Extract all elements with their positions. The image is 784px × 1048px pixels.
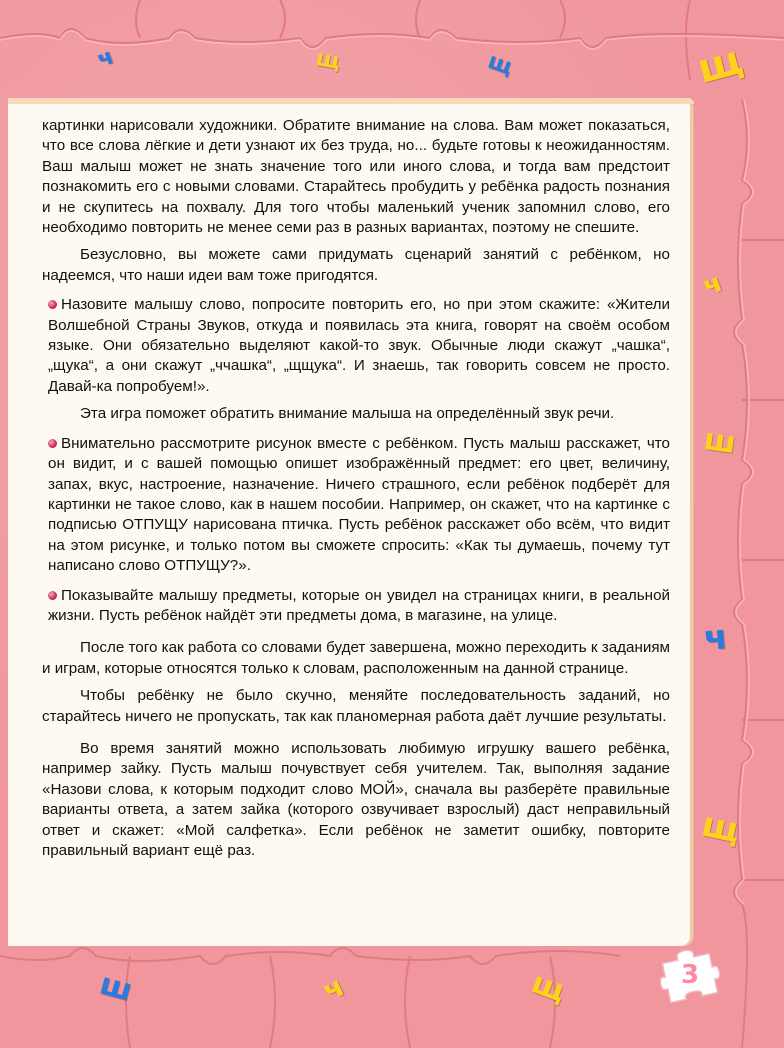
border-letter-top-3: щ xyxy=(484,48,516,81)
border-letter-top-2: щ xyxy=(314,46,343,75)
bullet-icon xyxy=(48,591,57,600)
bullet-item-name-word xyxy=(42,295,670,397)
paragraph-game-note: Эта игра поможет обратить внимание малыша на определённый звук речи. xyxy=(80,405,615,423)
bullet-text-look-picture: Внимательно рассмотрите рисунок вместе с ребёнком. Пусть малыш расскажет, что он видит, и с вашей помощью опишет изображённый предмет: его цвет, величину, запах, вкус, настроение, назначение. Ничего страшного, если ребёнок подберёт для картинки не такое слово, как в нашем пособии. Например, он скажет, что на картинке с подписью ОТПУЩУ нарисована птичка. Пусть ребёнок расскажет обо всём, что видит на этом рисунке, и только потом вы сможете спросить: «Как ты думаешь, почему тут написано слово ОТПУЩУ?». xyxy=(48,434,670,575)
border-letter-bottom-2: ч xyxy=(317,969,350,1008)
bullet-icon xyxy=(48,439,57,448)
page-number-badge xyxy=(660,948,720,1004)
border-letter-right-2: ш xyxy=(701,421,739,462)
border-letter-right-3: ч xyxy=(702,617,730,659)
paragraph-toy: Во время занятий можно использовать любимую игрушку вашего ребёнка, например зайку. Пусть малыш почувствует себя учителем. Так, выполняя задание «Назови слова, к которым подходит слово МОЙ», сначала вы разберёте правильные варианты ответа, а затем зайка (которого озвучивает взрослый) даст неправильный ответ и скажет: «Мой салфетка». Если ребёнок не заметит ошибку, повторите правильный вариант ещё раз. xyxy=(42,739,670,859)
bullet-item-show-objects xyxy=(42,586,670,627)
bullet-icon xyxy=(48,300,57,309)
bullet-text-name-word: Назовите малышу слово, попросите повторить его, но при этом скажите: «Жители Волшебной Страны Звуков, откуда и появилась эта книга, говорят на своём особом языке. Они обязательно выделяют какой-то звук. Обычные люди скажут „чашка“, „щука“, а они скажут „ччашка“, „щщука“. И знаешь, так говорить совсем не просто. Давай-ка попробуем!». xyxy=(48,296,670,395)
bullet-item-look-picture xyxy=(42,434,670,577)
border-letter-top-4: щ xyxy=(692,37,748,93)
border-letter-right-4: щ xyxy=(698,804,744,852)
border-letter-right-1: ч xyxy=(699,267,727,303)
paragraph-not-boring: Чтобы ребёнку не было скучно, меняйте последовательность заданий, но старайтесь ничего не пропускать, так как планомерная работа даёт лучшие результаты. xyxy=(42,687,670,725)
page-text xyxy=(42,116,670,861)
border-letter-top-1: ч xyxy=(94,44,117,73)
border-letter-bottom-3: щ xyxy=(527,965,571,1010)
border-letter-bottom-1: ш xyxy=(96,966,136,1009)
paragraph-after-words: После того как работа со словами будет завершена, можно переходить к заданиям и играм, которые относятся только к словам, расположенным на данной странице. xyxy=(42,639,670,677)
paragraph-intro-continued: картинки нарисовали художники. Обратите внимание на слова. Вам может показаться, что все слова лёгкие и дети узнают их без труда, но... будьте готовы к неожиданностям. Ваш малыш может не знать значение того или иного слова, и тогда вам предстоит познакомить его с новыми словами. Старайтесь пробудить у ребёнка радость познания и не скупитесь на похвалу. Для того чтобы маленький ученик запомнил слово, его необходимо повторить не менее семи раз в разных вариантах, поэтому не спешите. xyxy=(42,117,670,237)
page-number: 3 xyxy=(680,960,700,990)
paragraph-scenario: Безусловно, вы можете сами придумать сценарий занятий с ребёнком, но надеемся, что наши идеи вам тоже пригодятся. xyxy=(42,246,670,284)
bullet-text-show-objects: Показывайте малышу предметы, которые он увидел на страницах книги, в реальной жизни. Пусть ребёнок найдёт эти предметы дома, в магазине, на улице. xyxy=(48,586,670,624)
page-top-edge xyxy=(8,98,694,104)
